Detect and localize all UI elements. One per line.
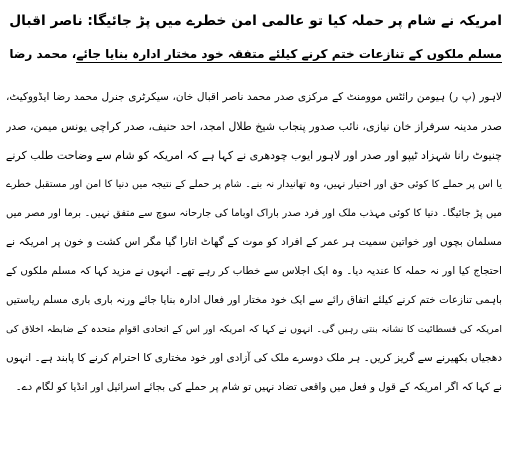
body-line: لاہور (پ ر) ہیومن رائٹس موومنٹ کے مرکزی صدر محمد ناصر اقبال خان، سیکرٹری جنرل محمد رضا ایڈووکیٹ،	[6, 91, 502, 103]
headline-primary	[6, 6, 502, 36]
body-line: یا اس پر حملے کا کوئی حق اور اختیار نہیں، وہ تھانیدار نہ بنے۔ شام پر حملے کے نتیجہ میں دنیا کا امن اور مستقبل خطرے	[6, 179, 502, 190]
body-line: باہمی تنازعات ختم کرنے کیلئے اتفاق رائے سے ایک خود مختار اور فعال ادارہ بنایا جائے ورنہ باری باری مسلم ریاستیں	[6, 294, 502, 306]
headline-secondary-suffix: ، محمد رضا	[9, 47, 77, 61]
headline-secondary-underlined: مسلم ملکوں کے تنازعات ختم کرنے کیلئے متفقہ خود مختار ادارہ بنایا جائے	[76, 47, 502, 61]
headline-primary-text: امریکہ نے شام پر حملہ کیا تو عالمی امن خطرے میں پڑ جائیگا: ناصر اقبال	[9, 13, 502, 29]
body-line: امریکہ کی فسطائیت کا نشانہ بنتی رہیں گی۔ انہوں نے کہا کہ امریکہ اور اس کے اتحادی اقوام متحدہ کے ضابطہ اخلاق کی	[6, 324, 502, 335]
body-line: احتجاج کیا اور نہ حملہ کا عندیہ دیا۔ وہ ایک اجلاس سے خطاب کر رہے تھے۔ انہوں نے مزید کہا کہ مسلم ملکوں کے	[6, 265, 502, 277]
body-line: صدر مدینہ سرفراز خان نیازی، نائب صدور پنجاب شیخ طلال امجد، احد حنیف، صدر کراچی یونس میمن، صدر	[6, 120, 502, 133]
body-line: میں پڑ جائیگا۔ دنیا کا کوئی مہذب ملک اور فرد صدر باراک اوباما کی جارحانہ سوچ سے متفق نہیں۔ برما اور مصر میں	[6, 208, 502, 219]
body-line: نے کہا کہ اگر امریکہ کے قول و فعل میں واقعی تضاد نہیں تو شام پر حملے کی بجائے اسرائیل اور انڈیا کو لگام دے۔	[15, 381, 502, 393]
body-line: مسلمان بچوں اور خواتین سمیت ہر عمر کے افراد کو موت کے گھاٹ اتارا گیا مگر اس کشت و خون پر امریکہ نے	[6, 236, 502, 248]
body-line: دھجیاں بکھیرنے سے گریز کریں۔ ہر ملک دوسرے ملک کی آزادی اور خود مختاری کا احترام کرنے کا پابند ہے۔ انہوں	[6, 352, 502, 364]
headline-secondary	[6, 39, 502, 69]
body-line: چنیوٹ رانا شہزاد ٹیپو اور صدر اور لاہور ایوب چودھری نے کہا ہے کہ امریکہ کو شام سے وضاحت طلب کرنے	[6, 149, 502, 162]
article-body	[6, 83, 502, 402]
